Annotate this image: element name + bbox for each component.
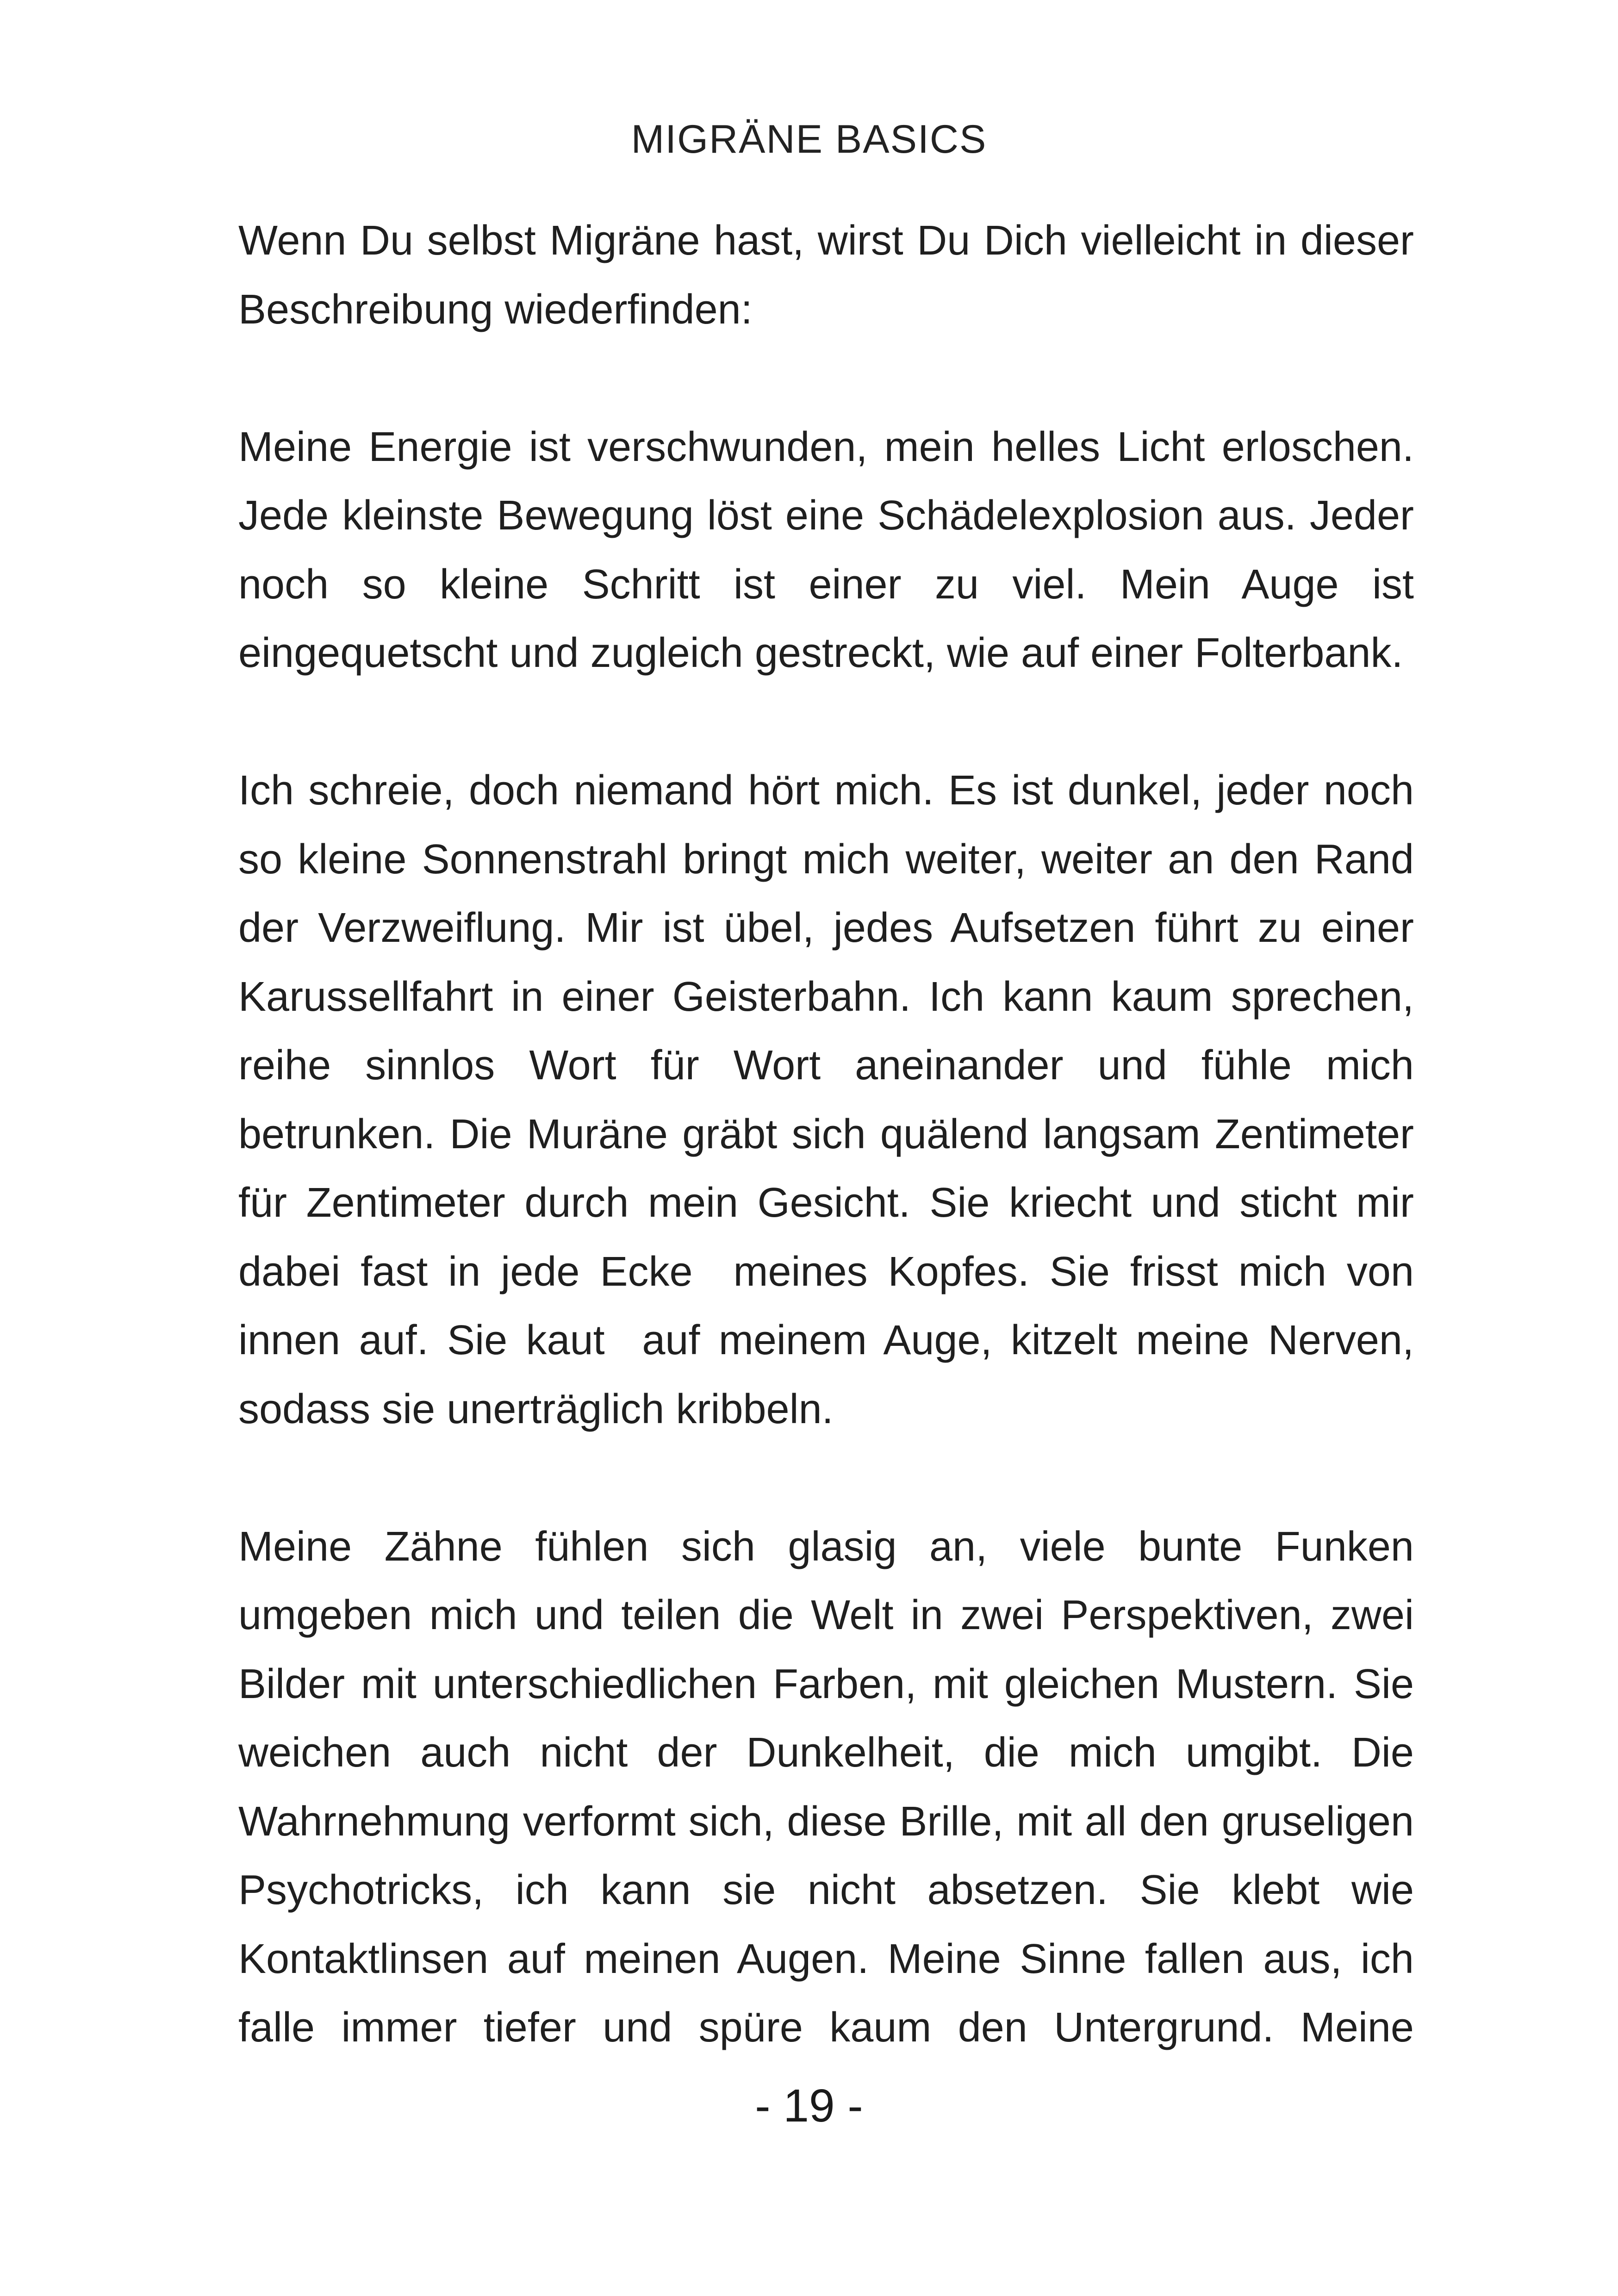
page-number: - 19 - bbox=[755, 2080, 863, 2132]
paragraph-teeth: Meine Zähne fühlen sich glasig an, viele bunte Funken umgeben mich und teilen die Welt in zwei Perspektiven, zwei Bilder mit unterschiedlichen Farben, mit gleichen Mustern. Sie weichen auch nicht der Dunkelheit, die mich umgibt. Die Wahrnehmung verformt sich, diese Brille, mit all den gruseligen Psychotricks, ich kann sie nicht absetzen. Sie klebt wie Kontaktlinsen auf meinen Augen. Meine Sinne fallen aus, ich falle immer tiefer und spüre kaum den Untergrund. Meine bbox=[238, 1523, 1426, 2051]
paragraph-intro: Wenn Du selbst Migräne hast, wirst Du Dich vielleicht in dieser Beschreibung wiederfinden: bbox=[238, 218, 1426, 333]
running-header: MIGRÄNE BASICS bbox=[631, 117, 987, 162]
paragraph-darkness: Ich schreie, doch niemand hört mich. Es ist dunkel, jeder noch so kleine Sonnenstrahl bringt mich weiter, weiter an den Rand der Verzweiflung. Mir ist übel, jedes Aufsetzen führt zu einer Karussellfahrt in einer Geisterbahn. Ich kann kaum sprechen, reihe sinnlos Wort für Wort aneinander und fühle mich betrunken. Die Muräne gräbt sich quälend langsam Zentimeter für Zentimeter durch mein Gesicht. Sie kriecht und sticht mir dabei fast in jede Ecke meines Kopfes. Sie frisst mich von innen auf. Sie kaut auf meinem Auge, kitzelt meine Nerven, sodass sie unerträglich kribbeln. bbox=[238, 767, 1426, 1432]
paragraph-energy: Meine Energie ist verschwunden, mein helles Licht erloschen. Jede kleinste Bewegung löst eine Schädelexplosion aus. Jeder noch so kleine Schritt ist einer zu viel. Mein Auge ist eingequetscht und zugleich gestreckt, wie auf einer Folterbank. bbox=[238, 423, 1426, 676]
body-text bbox=[238, 206, 1426, 2062]
